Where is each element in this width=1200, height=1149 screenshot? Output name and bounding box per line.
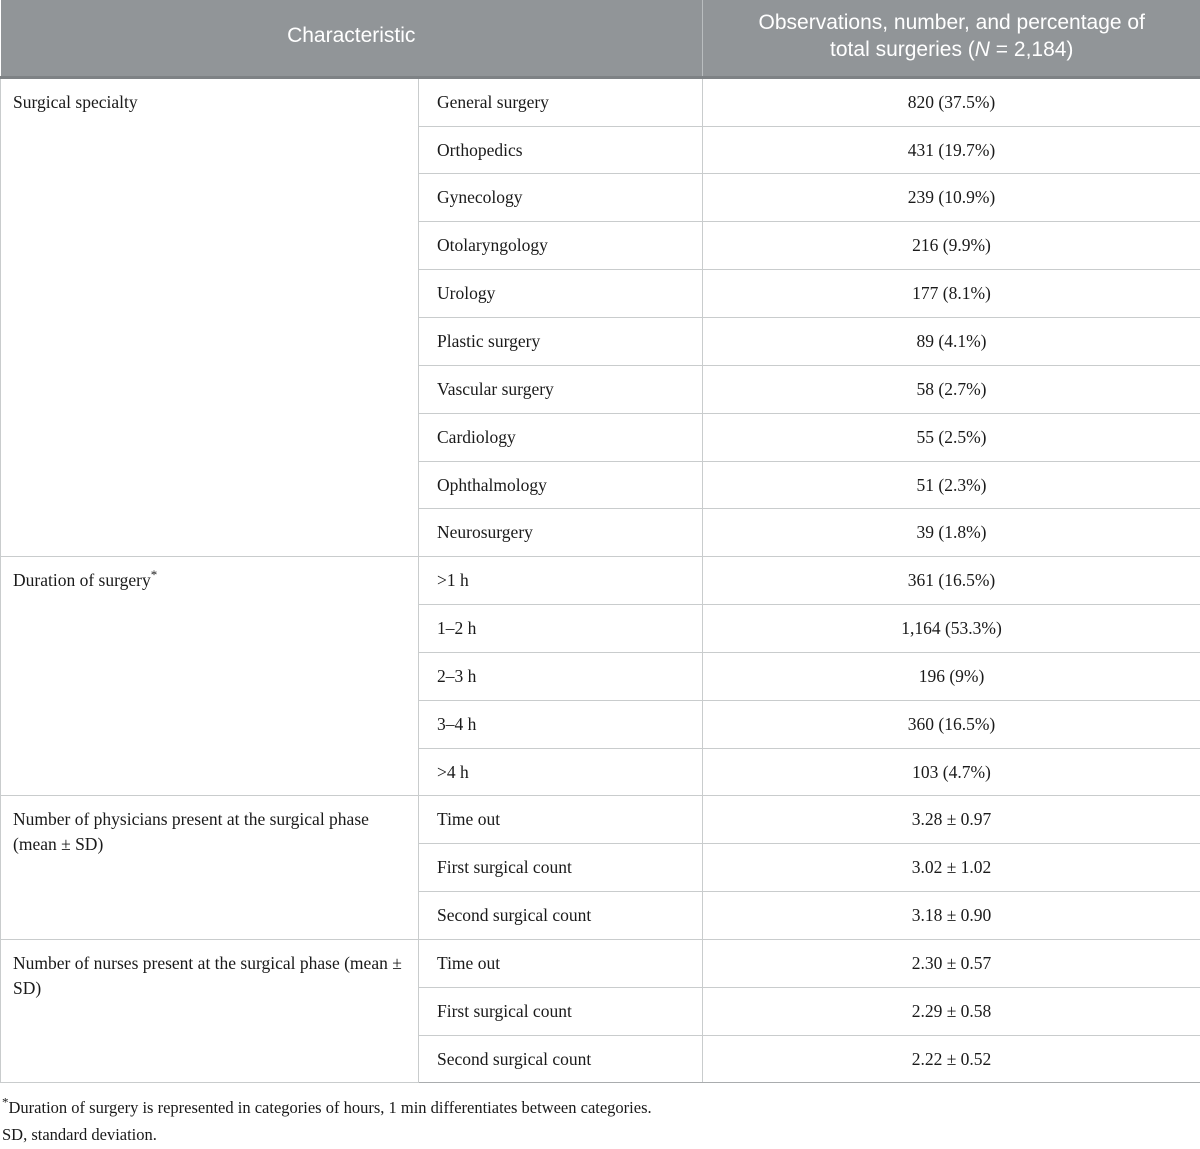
group-label-cell xyxy=(1,939,419,1083)
group-label: Duration of surgery xyxy=(13,570,151,590)
header-row xyxy=(1,0,1200,77)
observation-value-cell: 361 (16.5%) xyxy=(703,557,1200,605)
observation-value-cell: 3.02 ± 1.02 xyxy=(703,844,1200,892)
subcategory-cell: 3–4 h xyxy=(419,700,703,748)
subcategory-cell: First surgical count xyxy=(419,987,703,1035)
observation-value-cell: 820 (37.5%) xyxy=(703,77,1200,126)
group-label-cell xyxy=(1,77,419,556)
subcategory-cell: Time out xyxy=(419,796,703,844)
table-footnotes xyxy=(0,1083,1200,1148)
observation-value-cell: 431 (19.7%) xyxy=(703,126,1200,174)
table-row xyxy=(1,796,1200,844)
observations-italic-n: N xyxy=(975,38,990,61)
subcategory-cell: Neurosurgery xyxy=(419,509,703,557)
table-row xyxy=(1,77,1200,126)
observations-line-2-prefix: total surgeries ( xyxy=(830,38,975,61)
observation-value-cell: 51 (2.3%) xyxy=(703,461,1200,509)
observation-value-cell: 216 (9.9%) xyxy=(703,222,1200,270)
subcategory-cell: >1 h xyxy=(419,557,703,605)
subcategory-cell: Otolaryngology xyxy=(419,222,703,270)
table-header xyxy=(1,0,1200,77)
table-row xyxy=(1,557,1200,605)
footnote-text: SD, standard deviation. xyxy=(2,1125,157,1144)
observation-value-cell: 58 (2.7%) xyxy=(703,365,1200,413)
observation-value-cell: 2.22 ± 0.52 xyxy=(703,1035,1200,1083)
subcategory-cell: Plastic surgery xyxy=(419,317,703,365)
observation-value-cell: 55 (2.5%) xyxy=(703,413,1200,461)
subcategory-cell: Cardiology xyxy=(419,413,703,461)
subcategory-cell: Time out xyxy=(419,939,703,987)
observations-line-2-suffix: = 2,184) xyxy=(990,38,1073,61)
observation-value-cell: 103 (4.7%) xyxy=(703,748,1200,796)
observation-value-cell: 239 (10.9%) xyxy=(703,174,1200,222)
subcategory-cell: Gynecology xyxy=(419,174,703,222)
subcategory-cell: Second surgical count xyxy=(419,892,703,940)
group-label-cell xyxy=(1,796,419,940)
observation-value-cell: 2.30 ± 0.57 xyxy=(703,939,1200,987)
group-label: Number of physicians present at the surgical phase (mean ± SD) xyxy=(13,809,369,854)
subcategory-cell: Orthopedics xyxy=(419,126,703,174)
subcategory-cell: Second surgical count xyxy=(419,1035,703,1083)
footnote-text: Duration of surgery is represented in categories of hours, 1 min differentiates between categories. xyxy=(9,1098,652,1117)
column-header-characteristic: Characteristic xyxy=(1,0,703,77)
footnote xyxy=(2,1122,1198,1149)
subcategory-cell: >4 h xyxy=(419,748,703,796)
footnote-marker: * xyxy=(2,1095,9,1110)
observation-value-cell: 360 (16.5%) xyxy=(703,700,1200,748)
subcategory-cell: Vascular surgery xyxy=(419,365,703,413)
table-row xyxy=(1,939,1200,987)
observation-value-cell: 39 (1.8%) xyxy=(703,509,1200,557)
group-label: Surgical specialty xyxy=(13,92,138,112)
subcategory-cell: General surgery xyxy=(419,77,703,126)
observation-value-cell: 3.28 ± 0.97 xyxy=(703,796,1200,844)
subcategory-cell: 1–2 h xyxy=(419,605,703,653)
group-label-cell xyxy=(1,557,419,796)
subcategory-cell: First surgical count xyxy=(419,844,703,892)
observation-value-cell: 196 (9%) xyxy=(703,652,1200,700)
footnote xyxy=(2,1095,1198,1122)
table-body xyxy=(1,77,1200,1083)
subcategory-cell: Urology xyxy=(419,270,703,318)
observations-line-1: Observations, number, and percentage of xyxy=(759,11,1145,34)
subcategory-cell: Ophthalmology xyxy=(419,461,703,509)
observation-value-cell: 177 (8.1%) xyxy=(703,270,1200,318)
observation-value-cell: 1,164 (53.3%) xyxy=(703,605,1200,653)
subcategory-cell: 2–3 h xyxy=(419,652,703,700)
observation-value-cell: 2.29 ± 0.58 xyxy=(703,987,1200,1035)
group-label-footnote-marker: * xyxy=(151,567,158,582)
observation-value-cell: 3.18 ± 0.90 xyxy=(703,892,1200,940)
group-label: Number of nurses present at the surgical phase (mean ± SD) xyxy=(13,953,402,998)
column-header-observations xyxy=(703,0,1200,77)
observation-value-cell: 89 (4.1%) xyxy=(703,317,1200,365)
